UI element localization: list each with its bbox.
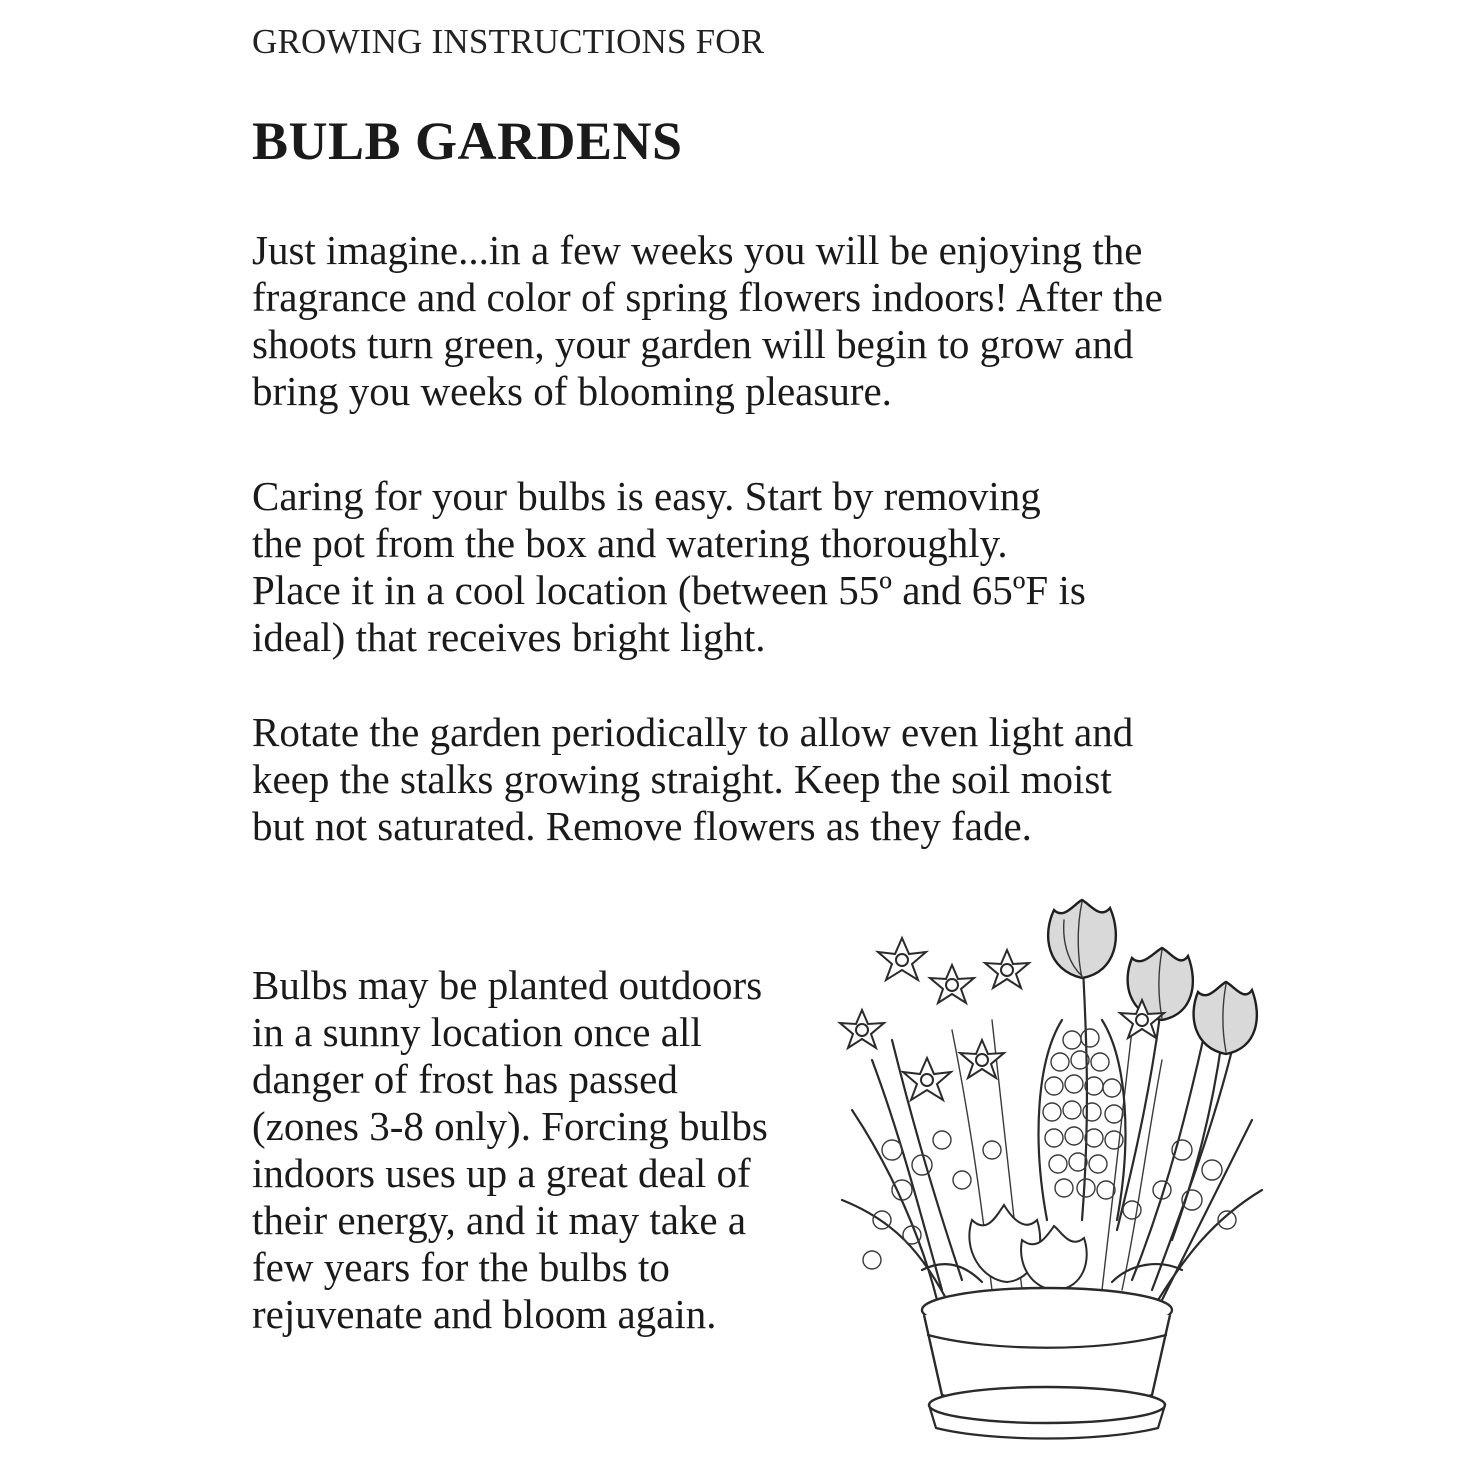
hyacinth-flower [1039, 1020, 1126, 1220]
paragraph-line: in a sunny location once all [252, 1009, 702, 1055]
outdoor-paragraph [252, 962, 814, 1338]
paragraph-line: (zones 3-8 only). Forcing bulbs [252, 1103, 768, 1149]
paragraph-line: Place it in a cool location (between 55º and 65ºF is [252, 567, 1086, 613]
paragraph-line: but not saturated. Remove flowers as they fade. [252, 803, 1032, 849]
paragraph-line: Rotate the garden periodically to allow even light and [252, 709, 1134, 755]
tulip-flower [1194, 982, 1257, 1054]
narcissus-cluster [840, 938, 1164, 1100]
paragraph-line: keep the stalks growing straight. Keep the soil moist [252, 756, 1112, 802]
tulip-flower [1048, 900, 1116, 978]
paragraph-line: fragrance and color of spring flowers indoors! After the [252, 274, 1163, 320]
paragraph-line: ideal) that receives bright light. [252, 614, 766, 660]
paragraph-line: their energy, and it may take a [252, 1197, 747, 1243]
paragraph-line: Caring for your bulbs is easy. Start by removing [252, 473, 1041, 519]
paragraph-line: indoors uses up a great deal of [252, 1150, 751, 1196]
paragraph-line: the pot from the box and watering thoroughly. [252, 520, 1008, 566]
eyebrow-heading: GROWING INSTRUCTIONS FOR [252, 22, 765, 61]
page-title: BULB GARDENS [252, 111, 683, 171]
potted-bulb-garden-icon [832, 890, 1272, 1450]
paragraph-line: shoots turn green, your garden will begin to grow and [252, 321, 1134, 367]
paragraph-line: rejuvenate and bloom again. [252, 1291, 717, 1337]
paragraph-line: few years for the bulbs to [252, 1244, 670, 1290]
flower-pot [922, 1288, 1172, 1439]
bulb-garden-illustration [832, 890, 1272, 1450]
paragraph-line: Bulbs may be planted outdoors [252, 962, 763, 1008]
care-paragraph [252, 473, 1172, 661]
paragraph-line: danger of frost has passed [252, 1056, 678, 1102]
rotate-paragraph [252, 709, 1246, 850]
paragraph-line: Just imagine...in a few weeks you will be enjoying the [252, 227, 1143, 273]
paragraph-line: bring you weeks of blooming pleasure. [252, 368, 892, 414]
intro-paragraph [252, 227, 1246, 415]
